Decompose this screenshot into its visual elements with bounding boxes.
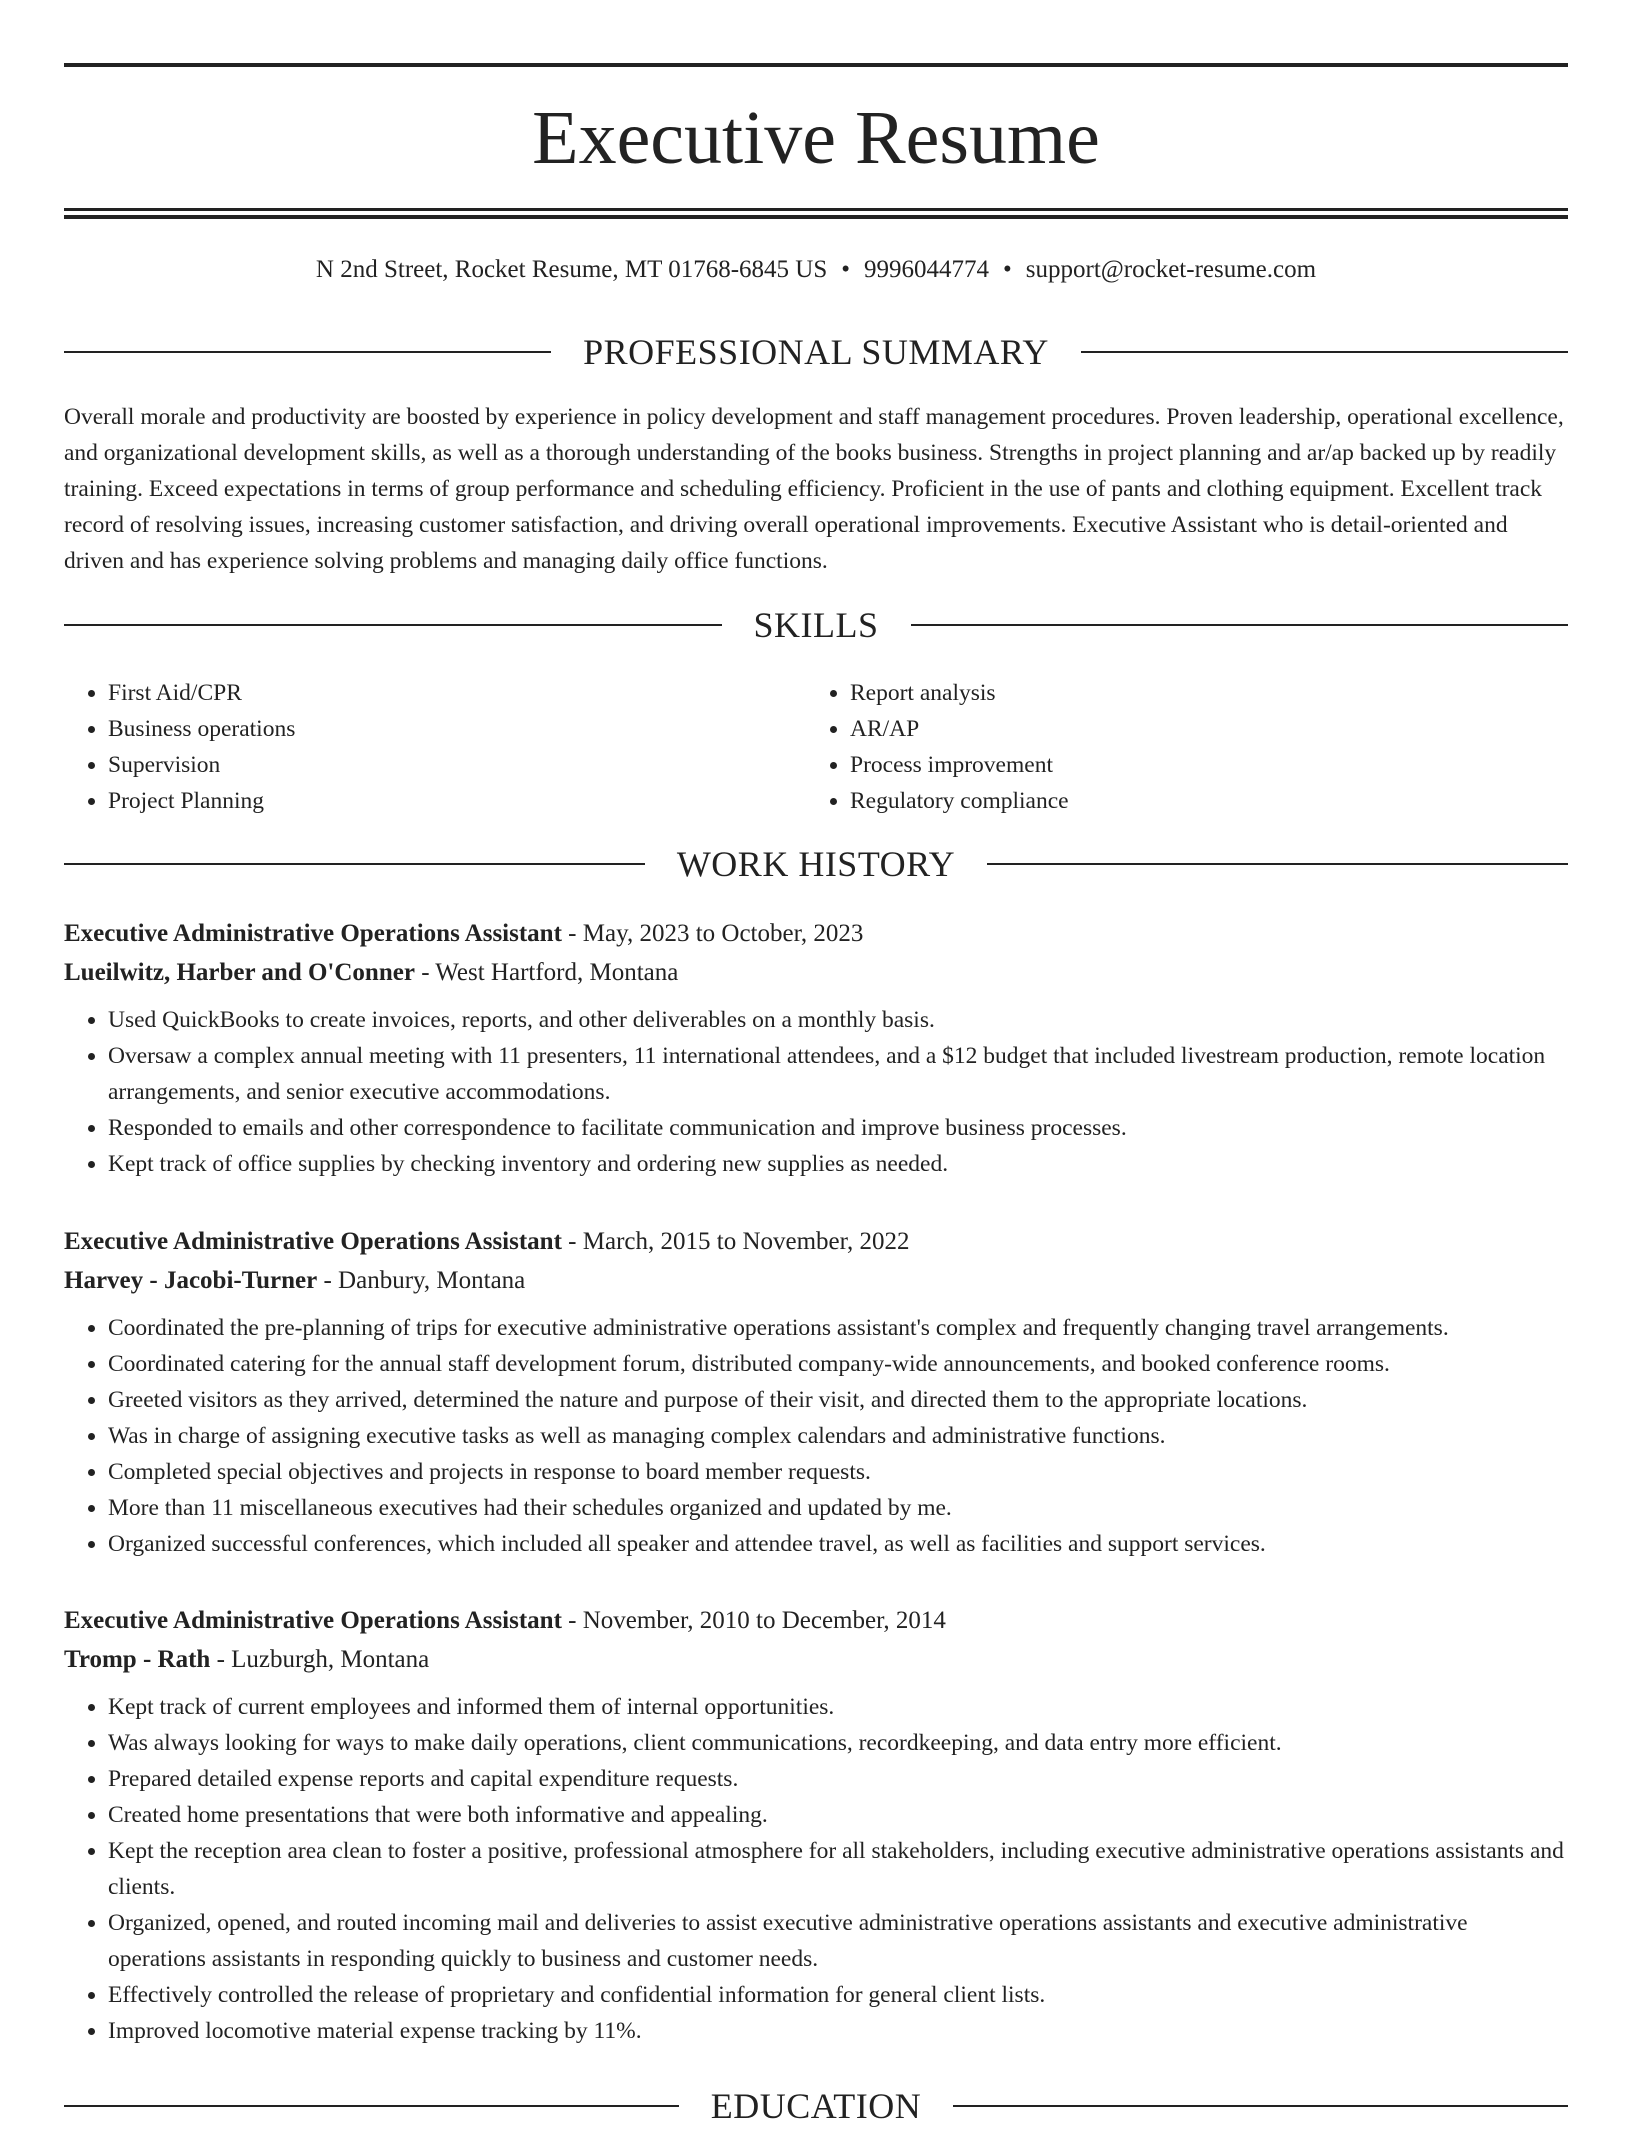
job-company-line (64, 1261, 1568, 1300)
job-location: - Danbury, Montana (317, 1267, 526, 1294)
section-rule-right (987, 863, 1568, 865)
job-company: Tromp - Rath (64, 1646, 211, 1673)
job-bullet: • Effectively controlled the release of proprietary and confidential information for general client lists. (108, 1977, 1568, 2013)
job-bullet: • Kept track of current employees and informed them of internal opportunities. (108, 1689, 1568, 1725)
job-bullet: • Used QuickBooks to create invoices, reports, and other deliverables on a monthly basis. (108, 1002, 1568, 1038)
job-bullet: • Was in charge of assigning executive tasks as well as managing complex calendars and administrative functions. (108, 1418, 1568, 1454)
skill-item: • Report analysis (850, 675, 1548, 711)
job-company: Harvey - Jacobi-Turner (64, 1267, 318, 1294)
work-entry (64, 1222, 1568, 1562)
job-title: Executive Administrative Operations Assistant (64, 1607, 562, 1634)
job-bullet: • Oversaw a complex annual meeting with 11 presenters, 11 international attendees, and a $12 budget that included livestream production, remote location arrangements, and senior executive accommodations. (108, 1038, 1568, 1110)
section-rule-right (911, 624, 1569, 626)
job-bullet: • Coordinated catering for the annual staff development forum, distributed company-wide announcements, and booked conference rooms. (108, 1346, 1568, 1382)
job-bullet: • Completed special objectives and projects in response to board member requests. (108, 1454, 1568, 1490)
professional-summary-text: Overall morale and productivity are boosted by experience in policy development and staff management procedures. Proven leadership, operational excellence, and organizational development skills, as well as a thorough understanding of the books business. Strengths in project planning and ar/ap backed up by readily training. Exceed expectations in terms of group performance and scheduling efficiency. Proficient in the use of pants and clothing equipment. Excellent track record of resolving issues, increasing customer satisfaction, and driving overall operational improvements. Executive Assistant who is detail-oriented and driven and has experience solving problems and managing daily office functions. (64, 404, 1564, 574)
skill-item: • AR/AP (850, 711, 1548, 747)
job-bullet: • Kept the reception area clean to foster a positive, professional atmosphere for all stakeholders, including executive administrative operations assistants and clients. (108, 1833, 1568, 1905)
job-bullet: • Kept track of office supplies by checking inventory and ordering new supplies as needed. (108, 1146, 1568, 1182)
skills-column-left (64, 675, 806, 819)
contact-phone: 9996044774 (864, 256, 989, 283)
job-bullet: • Organized, opened, and routed incoming mail and deliveries to assist executive administrative operations assistants and executive administrative operations assistants in responding quickly to business and customer needs. (108, 1905, 1568, 1977)
job-bullets (64, 1689, 1568, 2049)
section-title: PROFESSIONAL SUMMARY (583, 332, 1049, 372)
skill-item: • Business operations (108, 711, 806, 747)
section-heading-education (64, 2082, 1568, 2130)
job-title-line (64, 914, 1568, 953)
work-entry (64, 914, 1568, 1182)
job-dates: - March, 2015 to November, 2022 (561, 1228, 910, 1255)
section-rule-left (64, 351, 551, 353)
job-bullet: • Responded to emails and other correspondence to facilitate communication and improve business processes. (108, 1110, 1568, 1146)
contact-address: N 2nd Street, Rocket Resume, MT 01768-6845 US (315, 256, 828, 283)
contact-email: support@rocket-resume.com (1025, 256, 1317, 283)
job-location: - Luzburgh, Montana (210, 1646, 430, 1673)
contact-line (64, 252, 1568, 288)
skills-column-right (806, 675, 1548, 819)
skills-list (64, 675, 1568, 819)
job-company-line (64, 1640, 1568, 1679)
skill-item: • Regulatory compliance (850, 783, 1548, 819)
section-heading-work-history (64, 840, 1568, 888)
header-double-rule-upper (64, 208, 1568, 211)
section-rule-left (64, 624, 722, 626)
job-location: - West Hartford, Montana (414, 959, 679, 986)
work-entry (64, 1601, 1568, 2049)
job-bullet: • More than 11 miscellaneous executives had their schedules organized and updated by me. (108, 1490, 1568, 1526)
skill-item: • Project Planning (108, 783, 806, 819)
section-title: WORK HISTORY (676, 844, 956, 884)
job-bullet: • Created home presentations that were both informative and appealing. (108, 1797, 1568, 1833)
job-title: Executive Administrative Operations Assistant (64, 1228, 562, 1255)
job-bullets (64, 1002, 1568, 1182)
header-top-rule (64, 63, 1568, 67)
job-bullet: • Improved locomotive material expense tracking by 11%. (108, 2013, 1568, 2049)
job-bullet: • Coordinated the pre-planning of trips for executive administrative operations assistant's complex and frequently changing travel arrangements. (108, 1310, 1568, 1346)
section-rule-right (953, 2105, 1568, 2107)
section-title: SKILLS (753, 605, 879, 645)
job-title-line (64, 1222, 1568, 1261)
job-company-line (64, 953, 1568, 992)
job-company: Lueilwitz, Harber and O'Conner (64, 959, 415, 986)
job-bullets (64, 1310, 1568, 1562)
section-heading-skills (64, 601, 1568, 649)
section-rule-right (1081, 351, 1568, 353)
job-bullet: • Organized successful conferences, which included all speaker and attendee travel, as well as facilities and support services. (108, 1526, 1568, 1562)
section-rule-left (64, 863, 645, 865)
skill-item: • First Aid/CPR (108, 675, 806, 711)
job-title: Executive Administrative Operations Assistant (64, 920, 562, 947)
header-double-rule-lower (64, 215, 1568, 219)
contact-separator: • (1003, 256, 1012, 283)
job-bullet: • Greeted visitors as they arrived, determined the nature and purpose of their visit, and directed them to the appropriate locations. (108, 1382, 1568, 1418)
section-heading-summary (64, 328, 1568, 376)
skill-item: • Process improvement (850, 747, 1548, 783)
skill-item: • Supervision (108, 747, 806, 783)
job-title-line (64, 1601, 1568, 1640)
contact-separator: • (841, 256, 850, 283)
job-bullet: • Prepared detailed expense reports and capital expenditure requests. (108, 1761, 1568, 1797)
job-bullet: • Was always looking for ways to make daily operations, client communications, recordkeeping, and data entry more efficient. (108, 1725, 1568, 1761)
job-dates: - May, 2023 to October, 2023 (561, 920, 864, 947)
job-dates: - November, 2010 to December, 2014 (561, 1607, 946, 1634)
section-rule-left (64, 2105, 679, 2107)
resume-title: Executive Resume (532, 96, 1100, 180)
section-title: EDUCATION (710, 2086, 922, 2126)
